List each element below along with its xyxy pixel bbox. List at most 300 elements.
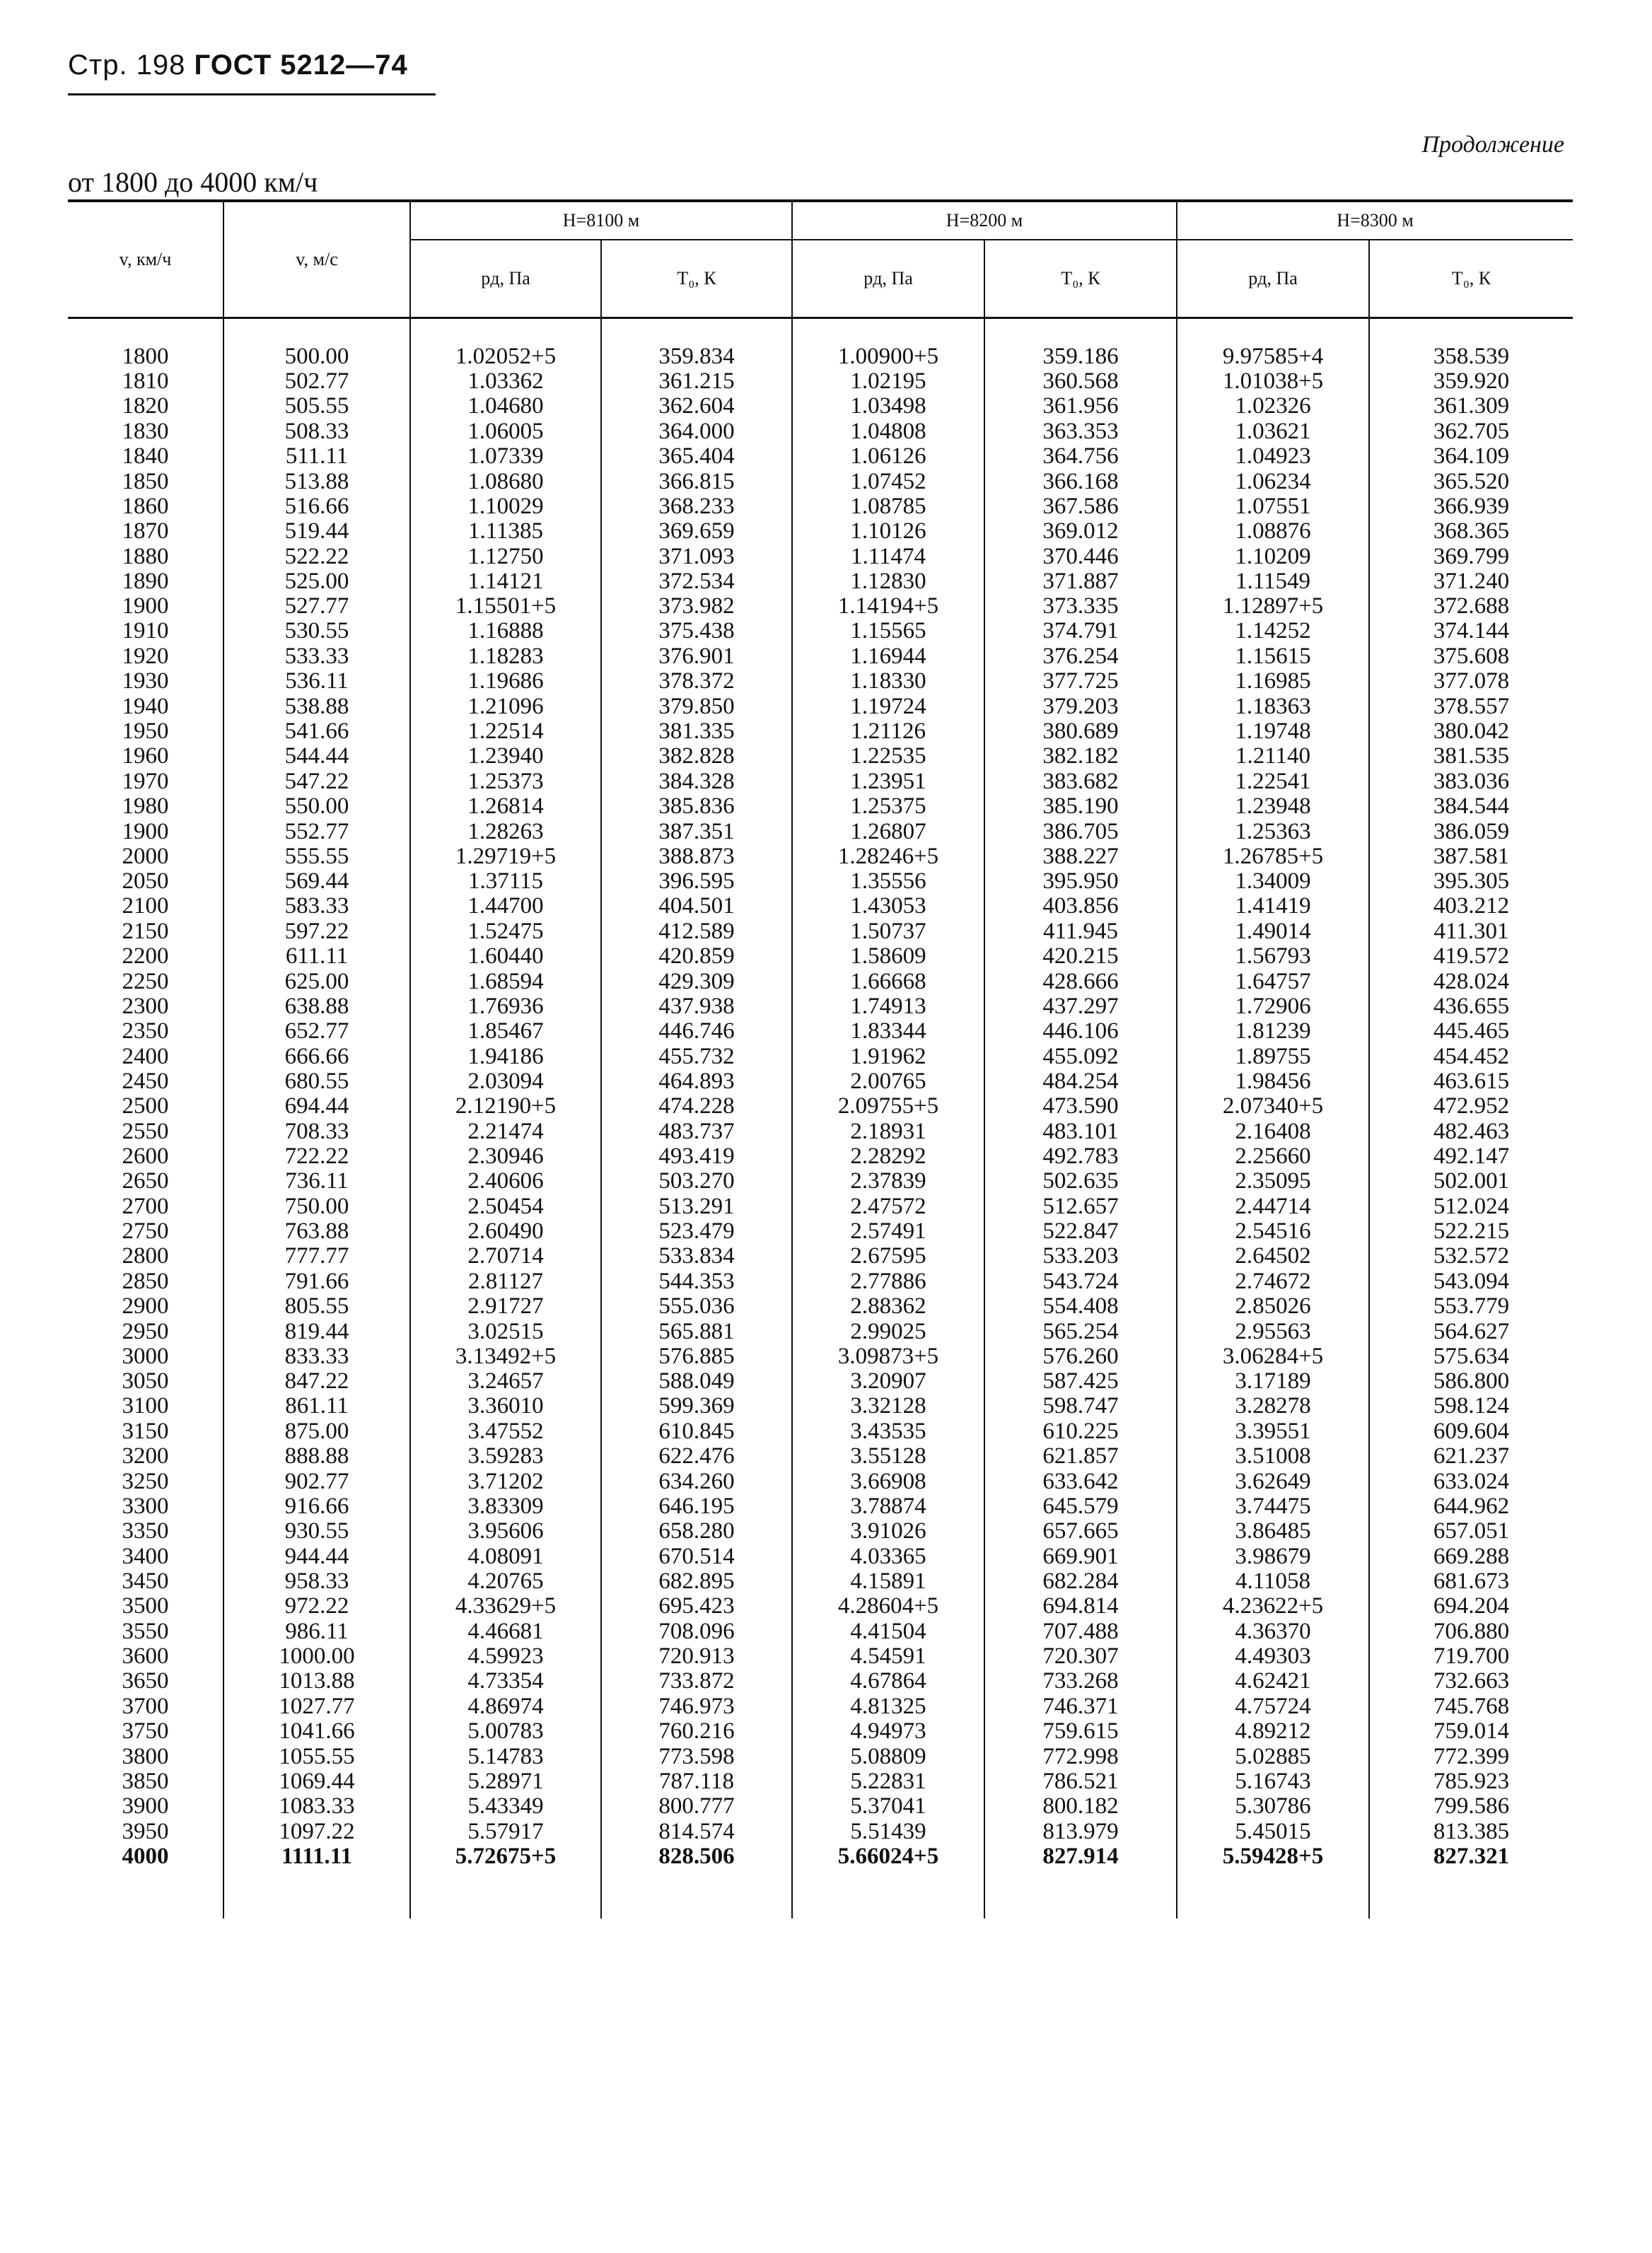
table-row — [68, 1369, 1573, 1394]
temperature-8200-cell: 610.225 — [984, 1419, 1177, 1444]
table-row — [68, 1719, 1573, 1744]
separator-cell — [1369, 318, 1573, 344]
pressure-8100-cell: 1.15501+5 — [410, 594, 601, 619]
speed-kmh-cell: 2150 — [122, 918, 169, 944]
temperature-8100-cell: 368.233 — [601, 494, 792, 519]
table-row — [68, 1469, 1573, 1494]
pressure-8300-cell: 1.26785+5 — [1177, 844, 1369, 869]
table-row — [68, 1669, 1573, 1694]
pressure-8100-cell: 1.18283 — [410, 644, 601, 669]
speed-kmh-cell: 1830 — [122, 418, 169, 444]
temperature-8200-cell: 388.227 — [984, 844, 1177, 869]
temperature-8100-cell: 412.589 — [601, 919, 792, 944]
temperature-8300-cell: 381.535 — [1369, 744, 1573, 769]
pressure-8300-cell: 1.25363 — [1177, 819, 1369, 844]
temperature-8200-cell: 759.615 — [984, 1719, 1177, 1744]
speed-ms-cell: 597.22 — [223, 919, 410, 944]
temperature-8200-cell: 800.182 — [984, 1794, 1177, 1819]
pressure-8100-cell: 3.24657 — [410, 1369, 601, 1394]
speed-ms-cell: 763.88 — [223, 1219, 410, 1244]
table-row — [68, 794, 1573, 819]
pressure-8100-cell: 1.25373 — [410, 769, 601, 794]
speed-ms-cell: 519.44 — [223, 519, 410, 544]
temperature-8100-cell: 523.479 — [601, 1219, 792, 1244]
speed-kmh-cell: 2900 — [122, 1293, 169, 1320]
pressure-8200-cell: 4.94973 — [792, 1719, 984, 1744]
pressure-8100-cell: 3.59283 — [410, 1444, 601, 1469]
speed-ms-cell: 505.55 — [223, 394, 410, 419]
temperature-8100-cell: 381.335 — [601, 719, 792, 744]
pressure-8300-cell: 1.23948 — [1177, 794, 1369, 819]
speed-kmh-cell: 1870 — [122, 518, 169, 545]
pressure-8100-cell: 1.44700 — [410, 894, 601, 919]
table-row — [68, 894, 1573, 919]
temperature-8100-cell: 503.270 — [601, 1169, 792, 1194]
speed-kmh-cell: 2800 — [122, 1243, 169, 1269]
speed-kmh-cell: 3950 — [122, 1818, 169, 1844]
pressure-8200-cell: 3.20907 — [792, 1369, 984, 1394]
pressure-8100-cell: 5.14783 — [410, 1744, 601, 1769]
pressure-8100-cell: 2.91727 — [410, 1294, 601, 1319]
temperature-8200-cell: 386.705 — [984, 819, 1177, 844]
header-temperature: T₀, К — [1369, 240, 1573, 318]
pressure-8300-cell: 3.06284+5 — [1177, 1344, 1369, 1369]
speed-kmh-cell: 2100 — [122, 893, 169, 919]
pressure-8300-cell: 2.54516 — [1177, 1219, 1369, 1244]
pressure-8300-cell: 1.07551 — [1177, 494, 1369, 519]
temperature-8300-cell: 359.920 — [1369, 369, 1573, 394]
pressure-8100-cell: 4.86974 — [410, 1694, 601, 1719]
speed-ms-cell: 888.88 — [223, 1444, 410, 1469]
pressure-8200-cell: 3.55128 — [792, 1444, 984, 1469]
pressure-8100-cell: 2.50454 — [410, 1194, 601, 1219]
header-pressure: pд, Па — [410, 240, 601, 318]
table-row — [68, 1069, 1573, 1094]
table-row — [68, 1269, 1573, 1294]
temperature-8300-cell: 436.655 — [1369, 994, 1573, 1019]
speed-ms-cell: 1097.22 — [223, 1819, 410, 1844]
pressure-8100-cell: 1.23940 — [410, 744, 601, 769]
speed-kmh-cell: 1800 — [122, 343, 169, 369]
table-row — [68, 545, 1573, 569]
speed-ms-cell: 1055.55 — [223, 1744, 410, 1769]
temperature-8200-cell: 720.307 — [984, 1644, 1177, 1669]
speed-ms-cell: 666.66 — [223, 1044, 410, 1069]
temperature-8200-cell: 483.101 — [984, 1119, 1177, 1143]
temperature-8300-cell: 384.544 — [1369, 794, 1573, 819]
pressure-8200-cell: 1.83344 — [792, 1019, 984, 1044]
speed-ms-cell: 552.77 — [223, 819, 410, 844]
table-row — [68, 1044, 1573, 1069]
pressure-8100-cell: 5.43349 — [410, 1794, 601, 1819]
pressure-8100-cell: 1.16888 — [410, 619, 601, 644]
pressure-8300-cell: 4.23622+5 — [1177, 1594, 1369, 1619]
speed-kmh-cell: 2750 — [122, 1218, 169, 1245]
temperature-8100-cell: 760.216 — [601, 1719, 792, 1744]
pressure-8200-cell: 2.99025 — [792, 1319, 984, 1344]
pressure-8300-cell: 5.16743 — [1177, 1769, 1369, 1794]
speed-kmh-cell: 2250 — [122, 968, 169, 994]
temperature-8300-cell: 502.001 — [1369, 1169, 1573, 1194]
speed-kmh-cell: 2400 — [122, 1043, 169, 1069]
pressure-8100-cell: 5.57917 — [410, 1819, 601, 1844]
speed-kmh-cell: 2300 — [122, 993, 169, 1019]
speed-ms-cell: 1000.00 — [223, 1644, 410, 1669]
pressure-8300-cell: 2.25660 — [1177, 1144, 1369, 1169]
temperature-8300-cell: 368.365 — [1369, 519, 1573, 544]
temperature-8200-cell: 669.901 — [984, 1544, 1177, 1569]
table-row — [68, 1094, 1573, 1119]
temperature-8300-cell: 366.939 — [1369, 494, 1573, 519]
temperature-8100-cell: 746.973 — [601, 1694, 792, 1719]
temperature-8200-cell: 502.635 — [984, 1169, 1177, 1194]
speed-ms-cell: 550.00 — [223, 794, 410, 819]
temperature-8200-cell: 645.579 — [984, 1494, 1177, 1519]
temperature-8300-cell: 419.572 — [1369, 944, 1573, 969]
table-row — [68, 1844, 1573, 1919]
speed-kmh-cell: 3650 — [122, 1668, 169, 1694]
table-header — [68, 201, 1573, 318]
table-row — [68, 619, 1573, 644]
temperature-8300-cell: 694.204 — [1369, 1594, 1573, 1619]
separator-cell — [792, 318, 984, 344]
pressure-8300-cell: 3.74475 — [1177, 1494, 1369, 1519]
table-row — [68, 519, 1573, 544]
pressure-8100-cell: 1.76936 — [410, 994, 601, 1019]
temperature-8200-cell: 633.642 — [984, 1469, 1177, 1494]
pressure-8300-cell: 2.95563 — [1177, 1319, 1369, 1344]
speed-ms-cell: 986.11 — [223, 1619, 410, 1643]
temperature-8300-cell: 369.799 — [1369, 545, 1573, 569]
temperature-8100-cell: 366.815 — [601, 469, 792, 494]
pressure-8100-cell: 5.72675+5 — [410, 1844, 601, 1919]
pressure-8200-cell: 2.28292 — [792, 1144, 984, 1169]
temperature-8300-cell: 575.634 — [1369, 1344, 1573, 1369]
table-row — [68, 919, 1573, 944]
temperature-8300-cell: 492.147 — [1369, 1144, 1573, 1169]
pressure-8200-cell: 1.14194+5 — [792, 594, 984, 619]
pressure-8200-cell: 1.10126 — [792, 519, 984, 544]
pressure-8200-cell: 3.09873+5 — [792, 1344, 984, 1369]
pressure-8100-cell: 1.12750 — [410, 545, 601, 569]
pressure-8300-cell: 3.98679 — [1177, 1544, 1369, 1569]
pressure-8300-cell: 2.64502 — [1177, 1244, 1369, 1269]
speed-ms-cell: 522.22 — [223, 545, 410, 569]
temperature-8300-cell: 799.586 — [1369, 1794, 1573, 1819]
pressure-8300-cell: 1.41419 — [1177, 894, 1369, 919]
pressure-8300-cell: 4.11058 — [1177, 1569, 1369, 1594]
table-row — [68, 1219, 1573, 1244]
table-row — [68, 444, 1573, 469]
pressure-8200-cell: 2.47572 — [792, 1194, 984, 1219]
speed-kmh-cell: 3050 — [122, 1368, 169, 1395]
temperature-8200-cell: 733.268 — [984, 1669, 1177, 1694]
speed-kmh-cell: 3600 — [122, 1643, 169, 1669]
temperature-8100-cell: 372.534 — [601, 569, 792, 594]
speed-kmh-cell: 1930 — [122, 668, 169, 694]
pressure-8300-cell: 2.85026 — [1177, 1294, 1369, 1319]
temperature-8100-cell: 388.873 — [601, 844, 792, 869]
pressure-8200-cell: 1.26807 — [792, 819, 984, 844]
temperature-8300-cell: 598.124 — [1369, 1394, 1573, 1419]
speed-kmh-cell: 1980 — [122, 793, 169, 820]
speed-ms-cell: 511.11 — [223, 444, 410, 469]
table-row — [68, 1119, 1573, 1143]
table-row — [68, 1569, 1573, 1594]
pressure-8200-cell: 1.35556 — [792, 869, 984, 894]
temperature-8200-cell: 587.425 — [984, 1369, 1177, 1394]
temperature-8200-cell: 428.666 — [984, 969, 1177, 994]
pressure-8100-cell: 1.21096 — [410, 694, 601, 718]
pressure-8100-cell: 1.28263 — [410, 819, 601, 844]
pressure-8300-cell: 5.45015 — [1177, 1819, 1369, 1844]
table-row — [68, 819, 1573, 844]
speed-kmh-cell: 1900 — [122, 818, 169, 844]
temperature-8200-cell: 403.856 — [984, 894, 1177, 919]
speed-ms-cell: 638.88 — [223, 994, 410, 1019]
temperature-8100-cell: 599.369 — [601, 1394, 792, 1419]
separator-cell — [1177, 318, 1369, 344]
speed-kmh-cell: 2050 — [122, 868, 169, 894]
pressure-8100-cell: 1.19686 — [410, 669, 601, 694]
pressure-8100-cell: 3.02515 — [410, 1319, 601, 1344]
pressure-8200-cell: 1.07452 — [792, 469, 984, 494]
speed-kmh-cell: 3400 — [122, 1543, 169, 1569]
pressure-8300-cell: 3.17189 — [1177, 1369, 1369, 1394]
pressure-8300-cell: 3.51008 — [1177, 1444, 1369, 1469]
page-header — [68, 50, 408, 81]
pressure-8200-cell: 2.18931 — [792, 1119, 984, 1143]
speed-kmh-cell: 1820 — [122, 393, 169, 419]
table-row — [68, 844, 1573, 869]
pressure-8100-cell: 2.60490 — [410, 1219, 601, 1244]
temperature-8200-cell: 512.657 — [984, 1194, 1177, 1219]
separator-cell — [68, 318, 223, 344]
speed-kmh-cell: 2700 — [122, 1193, 169, 1219]
temperature-8300-cell: 482.463 — [1369, 1119, 1573, 1143]
temperature-8100-cell: 420.859 — [601, 944, 792, 969]
pressure-8100-cell: 4.08091 — [410, 1544, 601, 1569]
pressure-8200-cell: 1.58609 — [792, 944, 984, 969]
header-altitude-8200: H=8200 м — [792, 201, 1177, 240]
separator-cell — [984, 318, 1177, 344]
table-row — [68, 1444, 1573, 1469]
temperature-8300-cell: 745.768 — [1369, 1694, 1573, 1719]
temperature-8200-cell: 367.586 — [984, 494, 1177, 519]
temperature-8300-cell: 372.688 — [1369, 594, 1573, 619]
temperature-8300-cell: 377.078 — [1369, 669, 1573, 694]
pressure-8300-cell: 2.16408 — [1177, 1119, 1369, 1143]
temperature-8100-cell: 404.501 — [601, 894, 792, 919]
speed-kmh-cell: 3850 — [122, 1768, 169, 1794]
temperature-8100-cell: 365.404 — [601, 444, 792, 469]
pressure-8200-cell: 1.28246+5 — [792, 844, 984, 869]
table-row — [68, 1494, 1573, 1519]
atmosphere-table — [68, 199, 1573, 1919]
temperature-8100-cell: 565.881 — [601, 1319, 792, 1344]
speed-kmh-cell: 3150 — [122, 1418, 169, 1444]
pressure-8200-cell: 1.06126 — [792, 444, 984, 469]
temperature-8200-cell: 772.998 — [984, 1744, 1177, 1769]
pressure-8200-cell: 1.15565 — [792, 619, 984, 644]
pressure-8200-cell: 1.91962 — [792, 1044, 984, 1069]
pressure-8200-cell: 1.22535 — [792, 744, 984, 769]
temperature-8200-cell: 437.297 — [984, 994, 1177, 1019]
temperature-8100-cell: 364.000 — [601, 419, 792, 444]
pressure-8100-cell: 1.02052+5 — [410, 344, 601, 368]
speed-ms-cell: 516.66 — [223, 494, 410, 519]
pressure-8200-cell: 2.00765 — [792, 1069, 984, 1094]
table-row — [68, 769, 1573, 794]
speed-ms-cell: 1041.66 — [223, 1719, 410, 1744]
pressure-8200-cell: 3.91026 — [792, 1519, 984, 1544]
pressure-8200-cell: 1.74913 — [792, 994, 984, 1019]
temperature-8100-cell: 429.309 — [601, 969, 792, 994]
speed-ms-cell: 544.44 — [223, 744, 410, 769]
separator-cell — [601, 318, 792, 344]
pressure-8300-cell: 1.10209 — [1177, 545, 1369, 569]
header-pressure: pд, Па — [792, 240, 984, 318]
temperature-8100-cell: 670.514 — [601, 1544, 792, 1569]
temperature-8300-cell: 706.880 — [1369, 1619, 1573, 1643]
temperature-8200-cell: 369.012 — [984, 519, 1177, 544]
pressure-8200-cell: 2.37839 — [792, 1169, 984, 1194]
header-temperature: T₀, К — [601, 240, 792, 318]
speed-kmh-cell: 2550 — [122, 1118, 169, 1144]
speed-ms-cell: 694.44 — [223, 1094, 410, 1119]
temperature-8200-cell: 364.756 — [984, 444, 1177, 469]
temperature-8200-cell: 565.254 — [984, 1319, 1177, 1344]
header-v-kmh: v, км/ч — [68, 201, 223, 318]
temperature-8100-cell: 464.893 — [601, 1069, 792, 1094]
pressure-8100-cell: 1.60440 — [410, 944, 601, 969]
pressure-8300-cell: 5.30786 — [1177, 1794, 1369, 1819]
temperature-8200-cell: 446.106 — [984, 1019, 1177, 1044]
table-row — [68, 469, 1573, 494]
temperature-8200-cell: 420.215 — [984, 944, 1177, 969]
temperature-8100-cell: 773.598 — [601, 1744, 792, 1769]
temperature-8100-cell: 533.834 — [601, 1244, 792, 1269]
temperature-8100-cell: 708.096 — [601, 1619, 792, 1643]
speed-ms-cell: 680.55 — [223, 1069, 410, 1094]
pressure-8100-cell: 2.70714 — [410, 1244, 601, 1269]
pressure-8100-cell: 1.26814 — [410, 794, 601, 819]
speed-kmh-cell: 3550 — [122, 1618, 169, 1644]
table-row — [68, 1619, 1573, 1643]
pressure-8300-cell: 2.07340+5 — [1177, 1094, 1369, 1119]
speed-ms-cell: 611.11 — [223, 944, 410, 969]
pressure-8300-cell: 1.72906 — [1177, 994, 1369, 1019]
speed-kmh-cell: 1960 — [122, 743, 169, 769]
temperature-8100-cell: 382.828 — [601, 744, 792, 769]
pressure-8300-cell: 1.64757 — [1177, 969, 1369, 994]
pressure-8200-cell: 5.37041 — [792, 1794, 984, 1819]
temperature-8200-cell: 522.847 — [984, 1219, 1177, 1244]
temperature-8200-cell: 359.186 — [984, 344, 1177, 368]
temperature-8300-cell: 621.237 — [1369, 1444, 1573, 1469]
speed-kmh-cell: 1810 — [122, 368, 169, 394]
temperature-8200-cell: 382.182 — [984, 744, 1177, 769]
pressure-8100-cell: 1.07339 — [410, 444, 601, 469]
pressure-8300-cell: 4.49303 — [1177, 1644, 1369, 1669]
temperature-8300-cell: 454.452 — [1369, 1044, 1573, 1069]
table-row — [68, 1144, 1573, 1169]
speed-ms-cell: 547.22 — [223, 769, 410, 794]
pressure-8200-cell: 5.08809 — [792, 1744, 984, 1769]
temperature-8100-cell: 375.438 — [601, 619, 792, 644]
speed-ms-cell: 1027.77 — [223, 1694, 410, 1719]
speed-ms-cell: 750.00 — [223, 1194, 410, 1219]
pressure-8200-cell: 4.81325 — [792, 1694, 984, 1719]
temperature-8200-cell: 746.371 — [984, 1694, 1177, 1719]
temperature-8200-cell: 383.682 — [984, 769, 1177, 794]
table-row — [68, 344, 1573, 368]
pressure-8100-cell: 1.85467 — [410, 1019, 601, 1044]
pressure-8300-cell: 3.39551 — [1177, 1419, 1369, 1444]
speed-kmh-cell: 1850 — [122, 468, 169, 494]
table-row — [68, 1319, 1573, 1344]
temperature-8100-cell: 576.885 — [601, 1344, 792, 1369]
table-row — [68, 419, 1573, 444]
temperature-8100-cell: 634.260 — [601, 1469, 792, 1494]
temperature-8200-cell: 543.724 — [984, 1269, 1177, 1294]
speed-kmh-cell: 1900 — [122, 593, 169, 619]
table-row — [68, 669, 1573, 694]
pressure-8200-cell: 2.57491 — [792, 1219, 984, 1244]
temperature-8300-cell: 657.051 — [1369, 1519, 1573, 1544]
pressure-8100-cell: 1.10029 — [410, 494, 601, 519]
pressure-8300-cell: 1.04923 — [1177, 444, 1369, 469]
temperature-8300-cell: 463.615 — [1369, 1069, 1573, 1094]
pressure-8300-cell: 1.22541 — [1177, 769, 1369, 794]
temperature-8200-cell: 374.791 — [984, 619, 1177, 644]
temperature-8300-cell: 472.952 — [1369, 1094, 1573, 1119]
speed-kmh-cell: 2600 — [122, 1143, 169, 1169]
table-row — [68, 1744, 1573, 1769]
pressure-8100-cell: 2.30946 — [410, 1144, 601, 1169]
table-row — [68, 1394, 1573, 1419]
temperature-8300-cell: 386.059 — [1369, 819, 1573, 844]
temperature-8300-cell: 522.215 — [1369, 1219, 1573, 1244]
speed-ms-cell: 1069.44 — [223, 1769, 410, 1794]
table-row — [68, 869, 1573, 894]
temperature-8200-cell: 373.335 — [984, 594, 1177, 619]
temperature-8100-cell: 646.195 — [601, 1494, 792, 1519]
temperature-8300-cell: 364.109 — [1369, 444, 1573, 469]
speed-ms-cell: 902.77 — [223, 1469, 410, 1494]
pressure-8200-cell: 1.18330 — [792, 669, 984, 694]
pressure-8300-cell: 1.14252 — [1177, 619, 1369, 644]
temperature-8100-cell: 483.737 — [601, 1119, 792, 1143]
pressure-8300-cell: 1.06234 — [1177, 469, 1369, 494]
pressure-8200-cell: 2.77886 — [792, 1269, 984, 1294]
pressure-8300-cell: 2.74672 — [1177, 1269, 1369, 1294]
speed-kmh-cell: 3000 — [122, 1343, 169, 1369]
temperature-8300-cell: 403.212 — [1369, 894, 1573, 919]
speed-kmh-cell: 2500 — [122, 1093, 169, 1119]
temperature-8300-cell: 358.539 — [1369, 344, 1573, 368]
temperature-8100-cell: 720.913 — [601, 1644, 792, 1669]
header-rule — [68, 93, 436, 95]
table-row — [68, 694, 1573, 718]
pressure-8300-cell: 2.44714 — [1177, 1194, 1369, 1219]
temperature-8100-cell: 544.353 — [601, 1269, 792, 1294]
speed-ms-cell: 736.11 — [223, 1169, 410, 1194]
temperature-8100-cell: 588.049 — [601, 1369, 792, 1394]
speed-kmh-cell: 3100 — [122, 1393, 169, 1419]
table-row — [68, 1694, 1573, 1719]
speed-kmh-cell: 1920 — [122, 643, 169, 669]
